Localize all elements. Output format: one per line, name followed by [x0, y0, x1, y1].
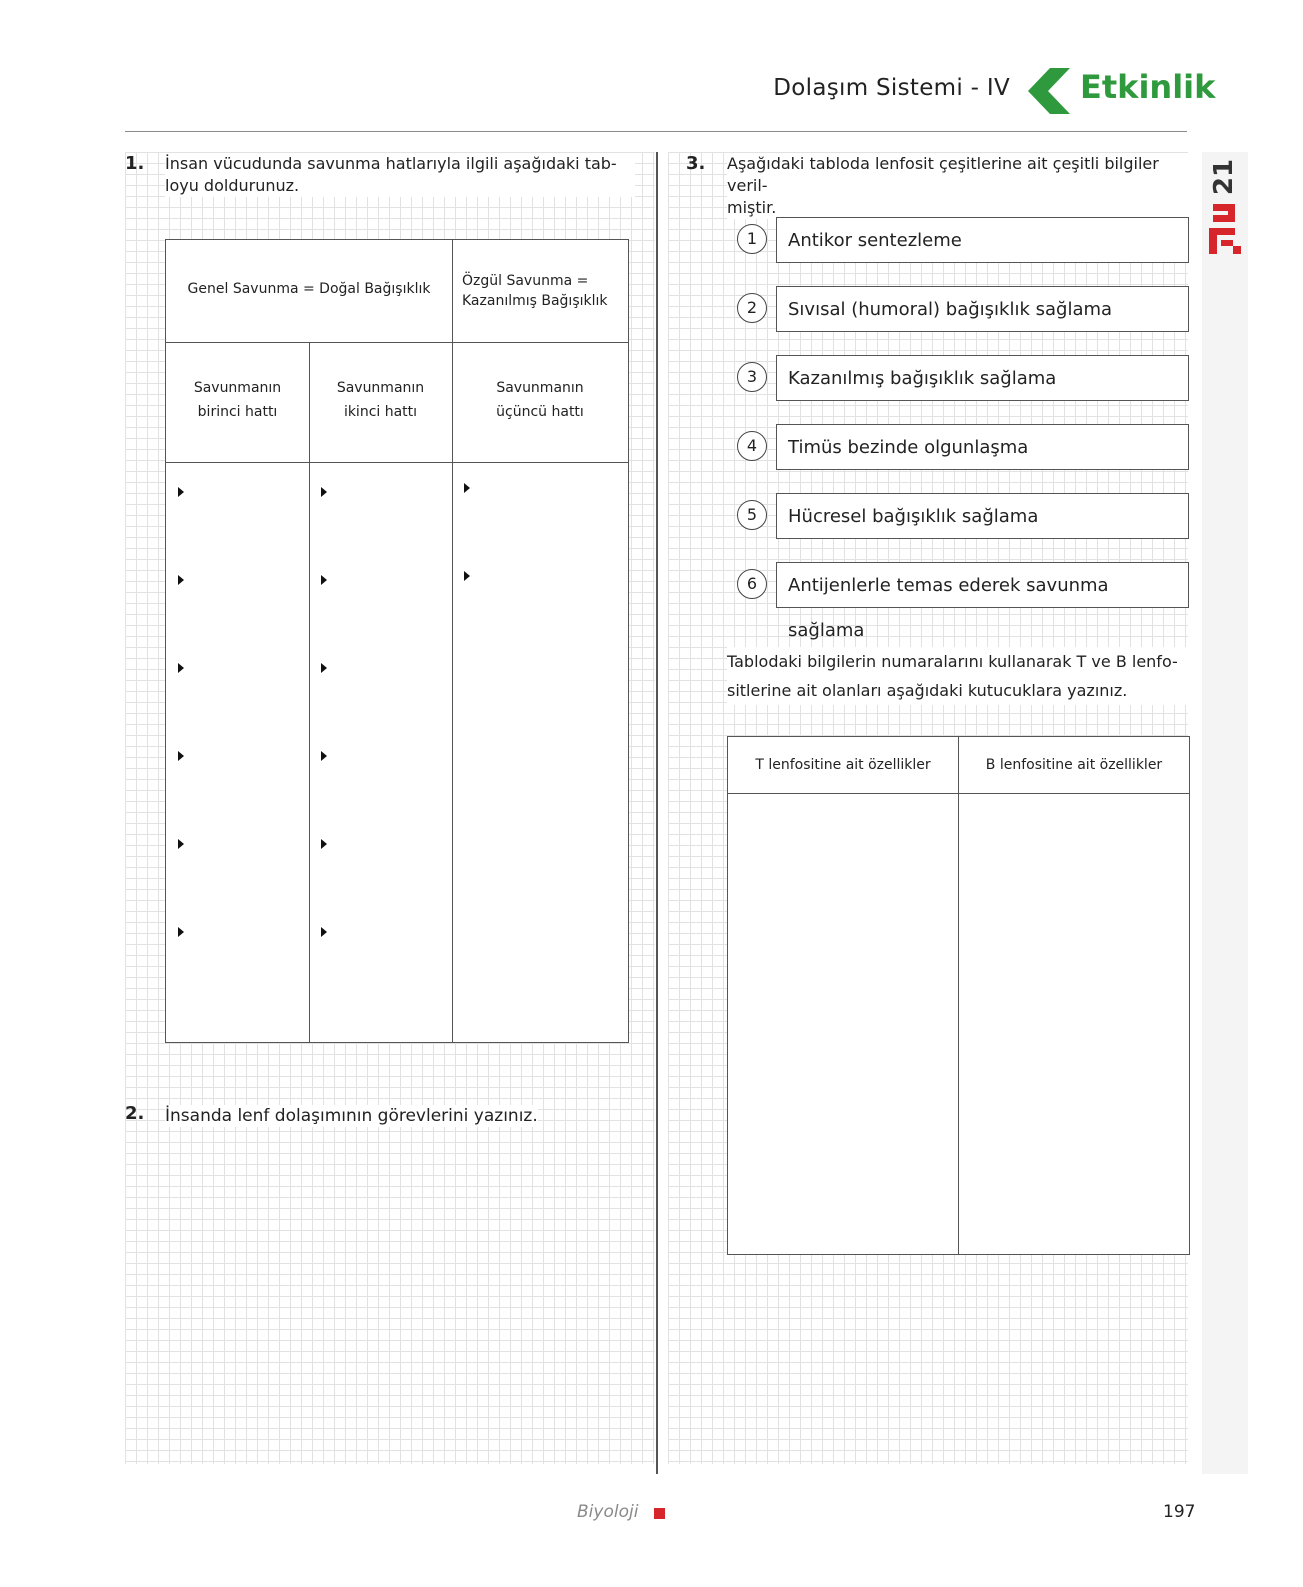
first-line-header — [166, 376, 309, 424]
question-1-text — [165, 153, 635, 197]
instruction-line2: sitlerine ait olanları aşağıdaki kutucuklara yazınız. — [727, 681, 1128, 700]
item-5-number: 5 — [737, 500, 767, 530]
triangle-right-icon — [178, 487, 184, 497]
item-2-number: 2 — [737, 293, 767, 323]
first-line-header-l2: birinci hattı — [197, 404, 278, 420]
page-number: 197 — [1163, 1502, 1196, 1522]
second-line-header — [309, 376, 452, 424]
item-5-box: Hücresel bağışıklık sağlama — [776, 493, 1189, 539]
item-6-number: 6 — [737, 569, 767, 599]
header-rule — [125, 131, 1187, 132]
lymphocyte-table — [727, 736, 1190, 1255]
general-defense-header: Genel Savunma = Doğal Bağışıklık — [187, 281, 431, 297]
defense-lines-table — [165, 239, 629, 1043]
question-2-number: 2. — [125, 1103, 145, 1124]
chapter-tab — [1205, 150, 1243, 260]
publisher-logo-icon — [1209, 202, 1241, 254]
item-3-box: Kazanılmış bağışıklık sağlama — [776, 355, 1189, 401]
question-3-number: 3. — [686, 153, 706, 174]
specific-defense-header — [452, 271, 628, 311]
triangle-right-icon — [321, 487, 327, 497]
footer-square-icon — [654, 1508, 665, 1519]
b-lymphocyte-answer-area[interactable] — [959, 794, 1189, 1254]
question-3-instruction — [727, 647, 1192, 705]
question-1-line1: İnsan vücudunda savunma hatlarıyla ilgili aşağıdaki tab- — [165, 154, 617, 173]
second-line-header-l1: Savunmanın — [336, 380, 425, 396]
third-line-header-l1: Savunmanın — [496, 380, 584, 396]
triangle-right-icon — [178, 663, 184, 673]
triangle-right-icon — [178, 839, 184, 849]
item-2-box: Sıvısal (humoral) bağışıklık sağlama — [776, 286, 1189, 332]
triangle-right-icon — [321, 663, 327, 673]
triangle-right-icon — [464, 483, 470, 493]
triangle-right-icon — [178, 575, 184, 585]
header-divider — [166, 342, 628, 343]
item-3-number: 3 — [737, 362, 767, 392]
chevron-left-icon — [1026, 68, 1070, 114]
question-1-number: 1. — [125, 153, 145, 174]
triangle-right-icon — [321, 751, 327, 761]
triangle-right-icon — [464, 571, 470, 581]
unit-title: Dolaşım Sistemi - IV — [773, 75, 1010, 101]
specific-header-line1: Özgül Savunma = — [462, 273, 589, 289]
specific-header-line2: Kazanılmış Bağışıklık — [462, 293, 608, 309]
question-1-line2: loyu doldurunuz. — [165, 176, 300, 195]
question-2-text: İnsanda lenf dolaşımının görevlerini yazınız. — [165, 1106, 538, 1126]
triangle-right-icon — [178, 927, 184, 937]
triangle-right-icon — [321, 839, 327, 849]
first-line-header-l1: Savunmanın — [193, 380, 282, 396]
column-divider — [656, 152, 658, 1474]
item-1-number: 1 — [737, 224, 767, 254]
triangle-right-icon — [178, 751, 184, 761]
triangle-right-icon — [321, 927, 327, 937]
question-3-line2: miştir. — [727, 198, 777, 217]
second-line-header-l2: ikinci hattı — [343, 404, 418, 420]
footer-subject: Biyoloji — [577, 1502, 639, 1522]
chapter-number: 21 — [1209, 158, 1239, 196]
question-3-line1: Aşağıdaki tabloda lenfosit çeşitlerine ait çeşitli bilgiler veril- — [727, 154, 1159, 195]
subheader-divider — [166, 462, 628, 463]
item-1-box: Antikor sentezleme — [776, 217, 1189, 263]
col-divider-1 — [309, 342, 310, 1042]
item-6-box: Antijenlerle temas ederek savunma sağlama — [776, 562, 1189, 608]
col-divider-2 — [452, 240, 453, 1042]
b-lymphocyte-header: B lenfositine ait özellikler — [985, 757, 1163, 773]
t-lymphocyte-header: T lenfositine ait özellikler — [755, 757, 931, 773]
t-lymphocyte-answer-area[interactable] — [728, 794, 958, 1254]
instruction-line1: Tablodaki bilgilerin numaralarını kullanarak T ve B lenfo- — [727, 652, 1178, 671]
side-strip — [1202, 152, 1248, 1474]
item-4-number: 4 — [737, 431, 767, 461]
item-4-box: Timüs bezinde olgunlaşma — [776, 424, 1189, 470]
activity-label: Etkinlik — [1080, 68, 1216, 106]
triangle-right-icon — [321, 575, 327, 585]
question-3-text — [727, 153, 1193, 219]
third-line-header — [452, 376, 628, 424]
third-line-header-l2: üçüncü hattı — [496, 404, 584, 420]
